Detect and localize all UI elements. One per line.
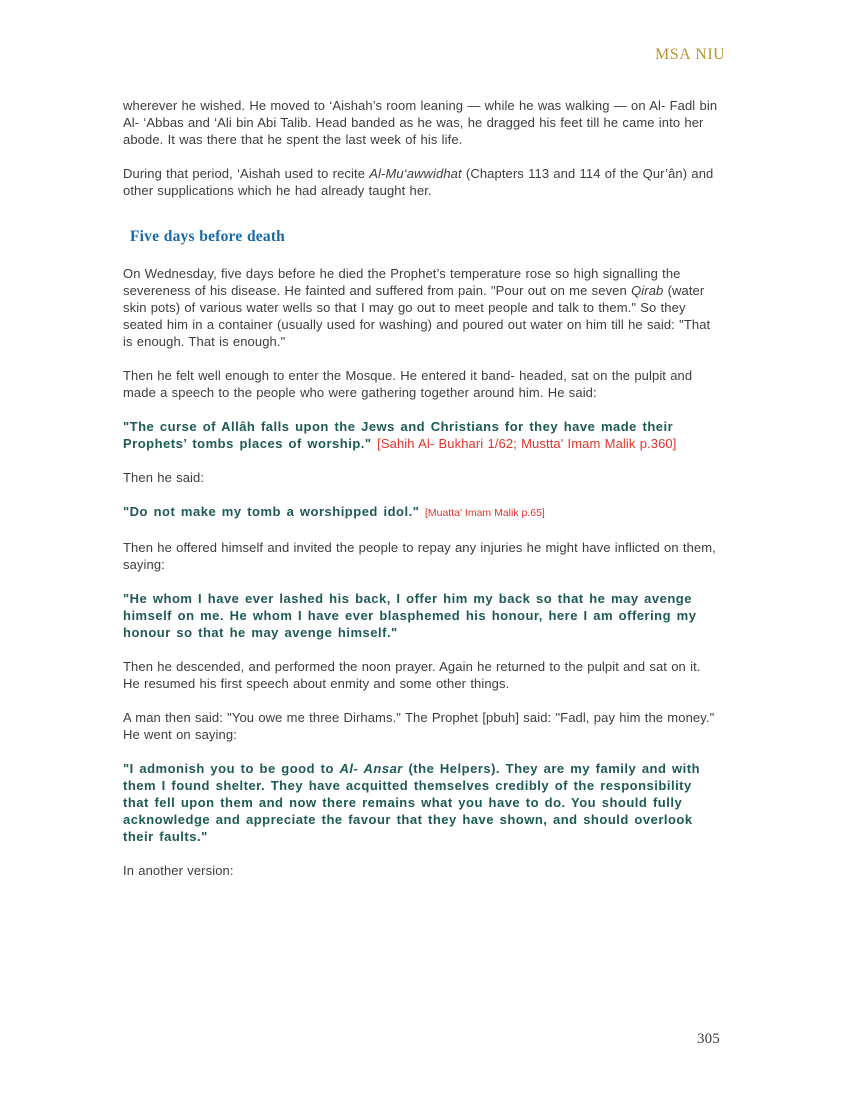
paragraph-intro: wherever he wished. He moved to ‘Aishah’s room leaning — while he was walking — on Al- Fadl bin Al- ‘Abbas and ‘Ali bin Abi Talib. Head banded as he was, he dragged his feet till he came into her abode. It was there that he spent the last week of his life. bbox=[123, 98, 718, 147]
term-al-muawwidhat: Al-Mu‘awwidhat bbox=[369, 166, 462, 181]
paragraph-wednesday-pre: On Wednesday, five days before he died the Prophet’s temperature rose so high signalling the severeness of his disease. He fainted and suffered from pain. "Pour out on me seven bbox=[123, 266, 681, 298]
hadith-quote-tomb bbox=[123, 503, 719, 522]
paragraph-recitation bbox=[123, 165, 719, 199]
paragraph-another-version: In another version: bbox=[123, 863, 234, 878]
paragraph-wednesday bbox=[123, 265, 719, 350]
paragraph-dirhams: A man then said: "You owe me three Dirhams." The Prophet [pbuh] said: "Fadl, pay him the money." He went on saying: bbox=[123, 710, 715, 742]
citation-muatta-malik: [Muatta' Imam Malik p.65] bbox=[424, 507, 545, 519]
paragraph-wednesday-post: (water skin pots) of various water wells so that I may go out to meet people and talk to them." So they seated him in a container (usually used for washing) and poured out water on him till he said: "That is enough. That is enough." bbox=[123, 283, 711, 349]
section-heading: Five days before death bbox=[130, 228, 286, 245]
term-qirab: Qirab bbox=[631, 283, 664, 298]
page-content bbox=[123, 97, 719, 896]
quote-tomb-text: "Do not make my tomb a worshipped idol." bbox=[123, 504, 425, 519]
page-number: 305 bbox=[697, 1031, 720, 1047]
hadith-quote-curse bbox=[123, 418, 719, 452]
quote-ansar-post: (the Helpers). They are my family and with them I found shelter. They have acquitted themselves credibly of the responsibility that fell upon them and now there remains what you have to do. You should fully acknowledge and appreciate the favour that they have shown, and should overlook their faults." bbox=[123, 761, 701, 844]
term-al-ansar: Al- Ansar bbox=[339, 761, 403, 776]
paragraph-recitation-pre: During that period, ‘Aishah used to recite bbox=[123, 166, 370, 181]
paragraph-mosque: Then he felt well enough to enter the Mosque. He entered it band- headed, sat on the pulpit and made a speech to the people who were gathering together around him. He said: bbox=[123, 368, 693, 400]
quote-curse-text: "The curse of Allâh falls upon the Jews and Christians for they have made their Prophets’ tombs places of worship." bbox=[123, 419, 674, 451]
paragraph-offered: Then he offered himself and invited the people to repay any injuries he might have inflicted on them, saying: bbox=[123, 540, 716, 572]
paragraph-recitation-post: (Chapters 113 and 114 of the Qur’ân) and other supplications which he had already taught her. bbox=[123, 166, 714, 198]
paragraph-then-he-said: Then he said: bbox=[123, 470, 205, 485]
page-header: MSA NIU bbox=[655, 46, 726, 63]
quote-ansar-pre: "I admonish you to be good to bbox=[123, 761, 340, 776]
hadith-quote-ansar bbox=[123, 760, 719, 845]
paragraph-descended: Then he descended, and performed the noon prayer. Again he returned to the pulpit and sat on it. He resumed his first speech about enmity and some other things. bbox=[123, 659, 701, 691]
hadith-quote-lashed: "He whom I have ever lashed his back, I offer him my back so that he may avenge himself on me. He whom I have ever blasphemed his honour, here I am offering my honour so that he may avenge himself." bbox=[123, 591, 697, 640]
citation-bukhari-malik: [Sahih Al- Bukhari 1/62; Mustta' Imam Malik p.360] bbox=[377, 436, 677, 451]
